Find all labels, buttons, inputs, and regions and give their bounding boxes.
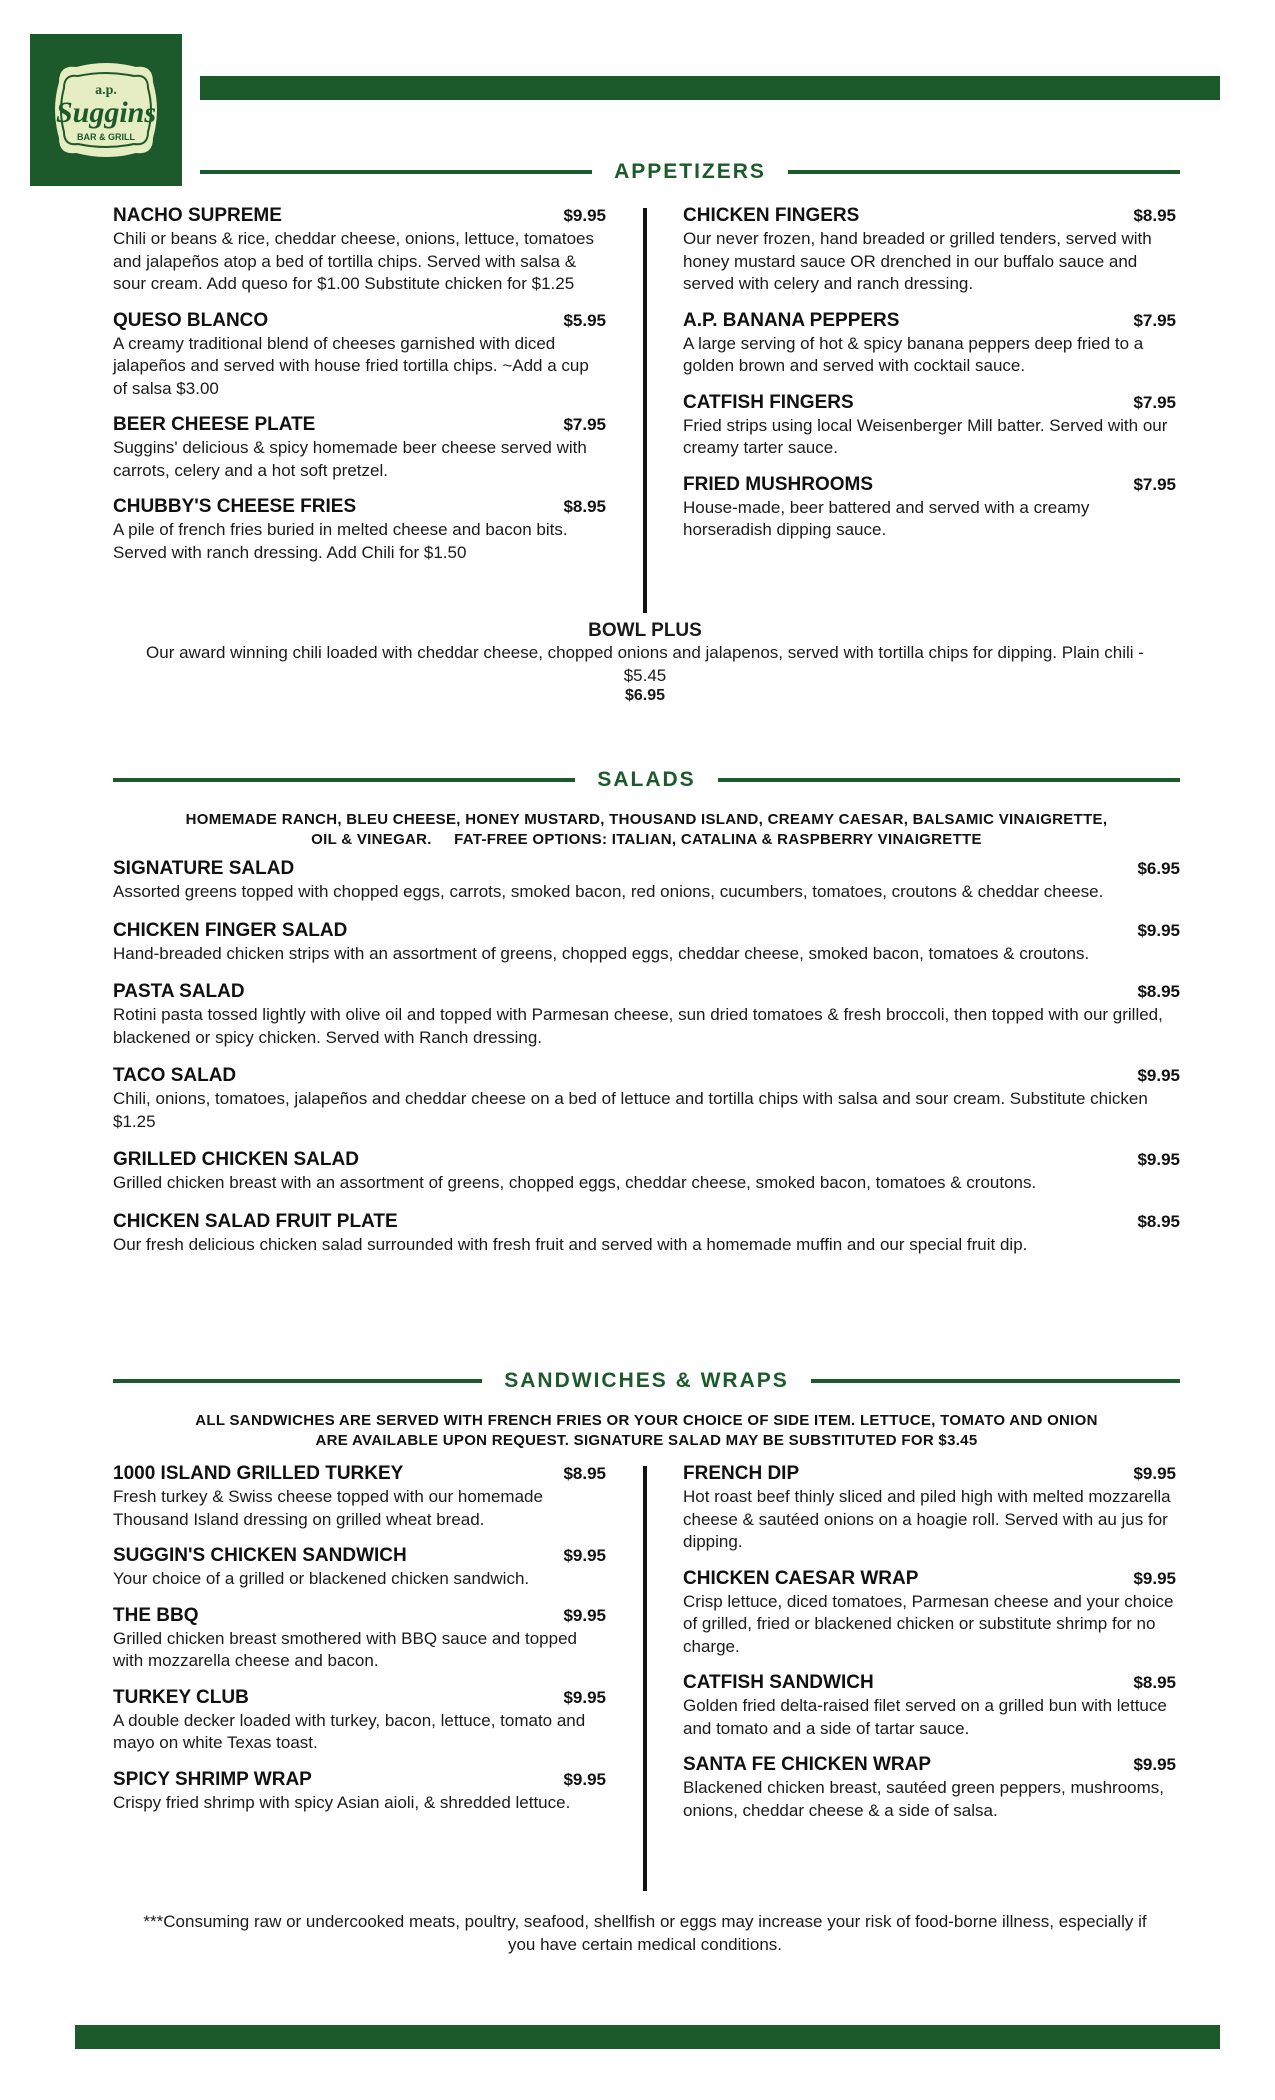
item-price: $7.95: [1133, 310, 1176, 330]
item-name: QUESO BLANCO: [113, 309, 269, 331]
salads-title: SALADS: [597, 768, 696, 791]
item-description: Fried strips using local Weisenberger Mill batter. Served with our creamy tarter sauce.: [683, 415, 1168, 457]
item-name: PASTA SALAD: [113, 981, 245, 1002]
sandwiches-side-note: [113, 1411, 1180, 1451]
item-price: $9.95: [563, 1605, 606, 1625]
menu-item: [113, 1211, 1180, 1257]
appetizers-title: APPETIZERS: [614, 160, 766, 183]
salads-dressing-note: [113, 810, 1180, 850]
item-description: Hand-breaded chicken strips with an assortment of greens, chopped eggs, cheddar cheese, smoked bacon, tomatoes & croutons.: [113, 943, 1090, 963]
item-name: NACHO SUPREME: [113, 205, 282, 226]
menu-item: [113, 1605, 606, 1673]
item-price: $8.95: [1133, 206, 1176, 225]
sandwiches-header: [113, 1369, 1180, 1393]
header-rule: [788, 170, 1180, 174]
menu-item: [113, 414, 606, 482]
menu-item: [683, 1754, 1176, 1822]
item-name: SUGGIN'S CHICKEN SANDWICH: [113, 1545, 407, 1566]
item-description: A double decker loaded with turkey, bacon, lettuce, tomato and mayo on white Texas toast.: [113, 1710, 586, 1752]
logo-line2: Suggins: [55, 96, 157, 129]
sandwiches-left-column: [113, 1463, 606, 1828]
item-description: Golden fried delta-raised filet served on a grilled bun with lettuce and tomato and a side of tartar sauce.: [683, 1696, 1167, 1738]
menu-item: [683, 474, 1176, 542]
menu-item: [683, 205, 1176, 296]
item-description: Assorted greens topped with chopped eggs, carrots, smoked bacon, red onions, cucumbers, tomatoes, croutons & cheddar cheese.: [113, 882, 1104, 901]
item-description: Blackened chicken breast, sautéed green peppers, mushrooms, onions, cheddar cheese & a side of salsa.: [683, 1778, 1164, 1820]
item-description: Chili, onions, tomatoes, jalapeños and cheddar cheese on a bed of lettuce and tortilla chips with salsa and sour cream. Substitute chicken $1.25: [113, 1089, 1148, 1131]
item-name: FRENCH DIP: [683, 1463, 800, 1484]
item-description: Hot roast beef thinly sliced and piled high with melted mozzarella cheese & sautéed onions on a hoagie roll. Served with au jus for dipping.: [683, 1487, 1171, 1551]
header-rule: [113, 778, 575, 782]
menu-item: [113, 858, 1180, 904]
sandwiches-title: SANDWICHES & WRAPS: [504, 1369, 789, 1392]
menu-item: [113, 1065, 1180, 1133]
item-price: $8.95: [563, 497, 606, 516]
item-name: CHUBBY'S CHEESE FRIES: [113, 496, 357, 517]
note-line: ALL SANDWICHES ARE SERVED WITH FRENCH FRIES OR YOUR CHOICE OF SIDE ITEM. LETTUCE, TOMATO AND ONION: [195, 1412, 1098, 1429]
salads-header: [113, 768, 1180, 792]
item-description: House-made, beer battered and served with a creamy horseradish dipping sauce.: [683, 497, 1090, 539]
item-description: A creamy traditional blend of cheeses garnished with diced jalapeños and served with house fried tortilla chips. ~Add a cup of salsa $3.00: [113, 333, 589, 398]
menu-item: [113, 1769, 606, 1815]
menu-item: [113, 496, 606, 564]
food-safety-disclaimer: ***Consuming raw or undercooked meats, poultry, seafood, shellfish or eggs may increase your risk of food-borne illness, especially if you have certain medical conditions.: [143, 1912, 1147, 1954]
menu-item: [683, 1463, 1176, 1554]
item-name: CHICKEN SALAD FRUIT PLATE: [113, 1210, 398, 1232]
item-price: $8.95: [1137, 1211, 1180, 1231]
item-name: BOWL PLUS: [588, 620, 702, 641]
appetizers-right-column: [683, 205, 1176, 556]
menu-item: [113, 1687, 606, 1755]
item-description: Our award winning chili loaded with cheddar cheese, chopped onions and jalapenos, served with tortilla chips for dipping. Plain chili - $5.45: [146, 643, 1144, 685]
header-rule: [113, 1379, 482, 1383]
item-price: $9.95: [563, 1546, 606, 1565]
item-price: $7.95: [1133, 474, 1176, 494]
logo-tagline: BAR & GRILL: [77, 132, 135, 142]
menu-item: [113, 1545, 606, 1591]
item-name: TACO SALAD: [113, 1065, 237, 1086]
item-price: $9.95: [563, 206, 606, 225]
logo-badge: [30, 34, 182, 186]
item-description: Rotini pasta tossed lightly with olive oil and topped with Parmesan cheese, sun dried tomatoes & fresh broccoli, then topped with our grilled, blackened or spicy chicken. Served with Ranch dressing.: [113, 1005, 1163, 1047]
item-description: Fresh turkey & Swiss cheese topped with our homemade Thousand Island dressing on grilled wheat bread.: [113, 1487, 543, 1529]
menu-item: [683, 1672, 1176, 1740]
item-name: THE BBQ: [113, 1604, 199, 1626]
item-price: $9.95: [1137, 1066, 1180, 1085]
item-price: $9.95: [1133, 1755, 1176, 1774]
top-bar: [200, 76, 1220, 100]
item-price: $9.95: [1137, 920, 1180, 940]
item-name: SIGNATURE SALAD: [113, 858, 295, 879]
item-description: Our fresh delicious chicken salad surrounded with fresh fruit and served with a homemade muffin and our special fruit dip.: [113, 1234, 1028, 1254]
item-name: CATFISH SANDWICH: [683, 1672, 874, 1693]
header-rule: [200, 170, 592, 174]
item-description: Chili or beans & rice, cheddar cheese, onions, lettuce, tomatoes and jalapeños atop a bed of tortilla chips. Served with salsa & sour cream. Add queso for $1.00 Substitute chicken for $1.25: [113, 229, 594, 293]
item-description: Our never frozen, hand breaded or grilled tenders, served with honey mustard sauce OR drenched in our buffalo sauce and served with celery and ranch dressing.: [683, 229, 1152, 293]
item-description: Crisp lettuce, diced tomatoes, Parmesan cheese and your choice of grilled, fried or blackened chicken or substitute shrimp for no charge.: [683, 1591, 1174, 1656]
menu-item: [113, 1149, 1180, 1195]
item-name: TURKEY CLUB: [113, 1686, 249, 1708]
item-name: GRILLED CHICKEN SALAD: [113, 1149, 359, 1170]
item-price: $9.95: [1133, 1464, 1176, 1483]
item-name: SPICY SHRIMP WRAP: [113, 1768, 312, 1790]
column-divider: [643, 1466, 647, 1891]
header-rule: [718, 778, 1180, 782]
item-description: Crispy fried shrimp with spicy Asian aioli, & shredded lettuce.: [113, 1792, 571, 1812]
item-name: FRIED MUSHROOMS: [683, 473, 873, 495]
item-description: A pile of french fries buried in melted cheese and bacon bits. Served with ranch dressing. Add Chili for $1.50: [113, 520, 568, 562]
column-divider: [643, 208, 647, 613]
menu-item: [113, 205, 606, 296]
menu-item: [113, 920, 1180, 966]
item-description: Suggins' delicious & spicy homemade beer cheese served with carrots, celery and a hot soft pretzel.: [113, 438, 587, 480]
item-price: $7.95: [563, 415, 606, 434]
item-price: $6.95: [1137, 859, 1180, 878]
item-price: $8.95: [563, 1464, 606, 1483]
note-line: HOMEMADE RANCH, BLEU CHEESE, HONEY MUSTARD, THOUSAND ISLAND, CREAMY CAESAR, BALSAMIC VINAIGRETTE,: [185, 811, 1108, 828]
menu-item: [683, 310, 1176, 378]
menu-item: [683, 392, 1176, 460]
item-name: BEER CHEESE PLATE: [113, 414, 316, 435]
logo: [30, 34, 182, 186]
item-description: Grilled chicken breast with an assortment of greens, chopped eggs, cheddar cheese, smoked bacon, tomatoes & croutons.: [113, 1173, 1037, 1192]
item-name: CHICKEN CAESAR WRAP: [683, 1567, 919, 1589]
item-price: $7.95: [1133, 392, 1176, 412]
logo-line1: a.p.: [95, 83, 117, 98]
item-price: $9.95: [563, 1687, 606, 1707]
item-price: $8.95: [1137, 982, 1180, 1001]
item-name: A.P. BANANA PEPPERS: [683, 309, 900, 331]
item-name: 1000 ISLAND GRILLED TURKEY: [113, 1463, 404, 1484]
note-line: OIL & VINEGAR. FAT-FREE OPTIONS: ITALIAN, CATALINA & RASPBERRY VINAIGRETTE: [311, 831, 982, 848]
item-name: CHICKEN FINGER SALAD: [113, 919, 348, 941]
menu-item: [113, 1463, 606, 1531]
note-line: ARE AVAILABLE UPON REQUEST. SIGNATURE SALAD MAY BE SUBSTITUTED FOR $3.45: [315, 1432, 978, 1449]
header-rule: [811, 1379, 1180, 1383]
item-name: CATFISH FINGERS: [683, 391, 854, 413]
menu-item: [113, 310, 606, 401]
item-price: $6.95: [624, 687, 666, 704]
item-description: Your choice of a grilled or blackened chicken sandwich.: [113, 1569, 530, 1588]
item-price: $9.95: [563, 1769, 606, 1789]
menu-item: [683, 1568, 1176, 1659]
item-description: Grilled chicken breast smothered with BBQ sauce and topped with mozzarella cheese and bacon.: [113, 1628, 577, 1670]
item-price: $8.95: [1133, 1673, 1176, 1692]
item-price: $9.95: [1133, 1568, 1176, 1588]
menu-item: [113, 981, 1180, 1049]
item-name: SANTA FE CHICKEN WRAP: [683, 1754, 932, 1775]
salads-list: [113, 858, 1180, 1272]
bowl-plus-item: [140, 620, 1150, 705]
item-price: $5.95: [563, 310, 606, 330]
item-description: A large serving of hot & spicy banana peppers deep fried to a golden brown and served with cocktail sauce.: [683, 333, 1144, 375]
appetizers-left-column: [113, 205, 606, 578]
item-name: CHICKEN FINGERS: [683, 205, 860, 226]
item-price: $9.95: [1137, 1150, 1180, 1169]
appetizers-header: [200, 160, 1180, 184]
sandwiches-right-column: [683, 1463, 1176, 1836]
bottom-bar: [75, 2025, 1220, 2049]
